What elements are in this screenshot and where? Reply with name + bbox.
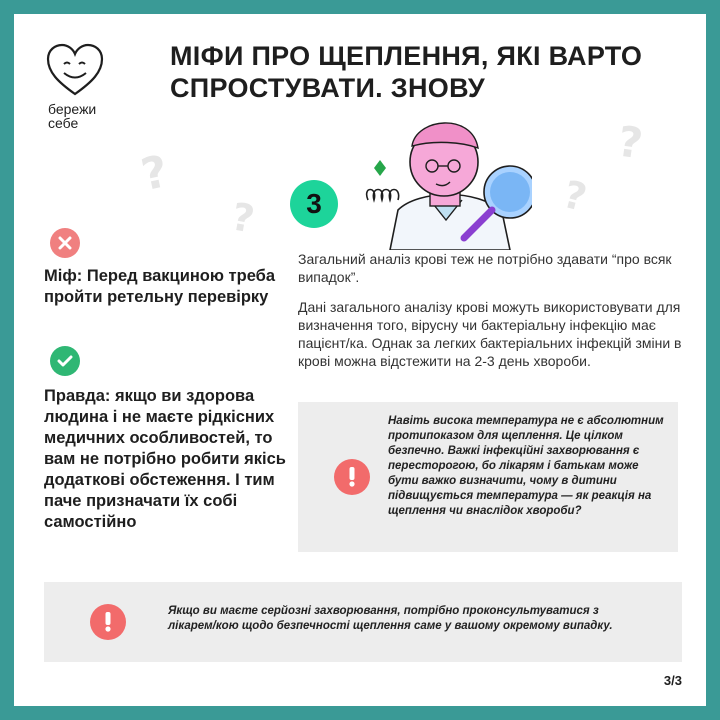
question-mark-icon: ?	[136, 145, 173, 202]
logo-line-1: бережи	[48, 101, 97, 117]
paragraph-2: Дані загального аналізу крові можуть використовувати для визначення того, вірусну чи бактеріальну інфекцію має пацієнт/ка. Однак за легких бактеріальних інфекцій зміни в крові можна відстежити на 2-3 день хвороби.	[298, 299, 682, 369]
myth-statement: Міф: Перед вакциною треба пройти ретельну перевірку	[44, 267, 276, 306]
page-indicator: 3/3	[663, 673, 682, 688]
logo-text	[48, 102, 124, 130]
exclamation-icon	[90, 604, 126, 640]
step-number-badge: 3	[290, 180, 338, 228]
logo	[44, 42, 124, 130]
check-icon	[50, 346, 80, 376]
page-title: МІФИ ПРО ЩЕПЛЕННЯ, ЯКІ ВАРТО СПРОСТУВАТИ. ЗНОВУ	[170, 41, 643, 103]
paragraph-1: Загальний аналіз крові теж не потрібно здавати “про всяк випадок”.	[298, 251, 672, 285]
logo-line-2: себе	[48, 115, 79, 131]
question-mark-icon: ?	[559, 171, 592, 221]
exclamation-icon	[334, 459, 370, 495]
heart-smile-icon	[44, 42, 106, 100]
note-box-consult	[44, 582, 682, 662]
note-box-fever	[298, 402, 678, 552]
note-text: Навіть висока температура не є абсолютним протипоказом для щеплення. Це цілком безпечно. Важкі інфекційні захворювання є пересторогою, бо лікарям і батькам може бути важко визначити, чому в дитини підвищується температура — як реакція на щеплення чи внаслідок хвороби?	[388, 415, 664, 517]
question-mark-icon: ?	[614, 116, 646, 169]
question-mark-icon: ?	[228, 194, 258, 242]
truth-statement: Правда: якщо ви здорова людина і не маєте рідкісних медичних особливостей, то вам не потрібно робити якісь додаткові обстеження. І тим паче призначати їх собі самостійно	[44, 387, 286, 531]
note-text: Якщо ви маєте серйозні захворювання, потрібно проконсультуватися з лікарем/кою щодо безпечності щеплення саме у вашому окремому випадку.	[168, 605, 613, 632]
slide-card	[14, 14, 706, 706]
x-icon	[50, 228, 80, 258]
